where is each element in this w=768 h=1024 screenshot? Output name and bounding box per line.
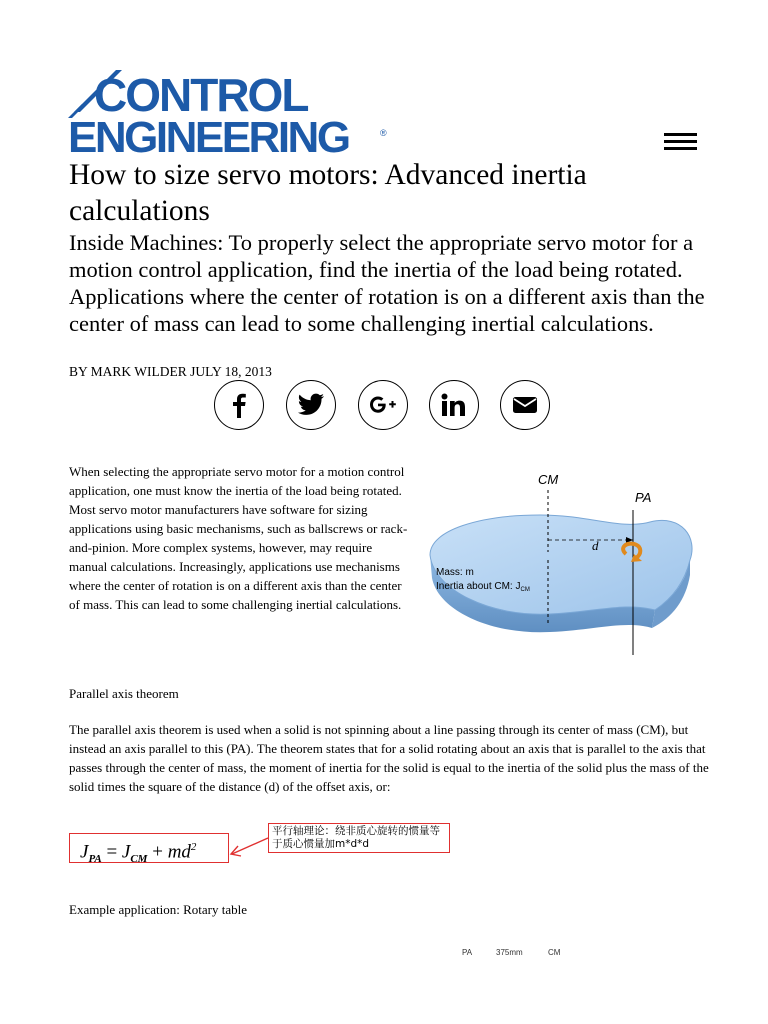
section-heading-parallel-axis: Parallel axis theorem bbox=[69, 686, 179, 701]
cm-label: CM bbox=[538, 472, 559, 487]
article-intro-paragraph: When selecting the appropriate servo motor for a motion control application, one must know the inertia of the load being rotated. Most servo motor manufacturers have software for sizing applications using basic mechanisms, such as ballscrews or rack-and-pinion. More complex systems, however, may require manual calculations. Increasingly, applications use mechanisms where the center of rotation is on a different axis than the center of mass. This can lead to some challenging inertial calculations. bbox=[69, 464, 408, 612]
share-email-button[interactable] bbox=[500, 380, 550, 430]
d-label: d bbox=[592, 538, 599, 553]
example-distance-label: 375mm bbox=[496, 948, 523, 957]
linkedin-icon bbox=[441, 393, 467, 417]
example-cm-label: CM bbox=[548, 948, 561, 957]
share-facebook-button[interactable] bbox=[214, 380, 264, 430]
twitter-icon bbox=[297, 393, 325, 417]
facebook-icon bbox=[228, 392, 250, 418]
disk-top bbox=[430, 515, 692, 614]
share-google-plus-button[interactable] bbox=[358, 380, 408, 430]
google-plus-icon bbox=[369, 395, 397, 415]
email-icon bbox=[512, 395, 538, 415]
logo-word-engineering: ENGINEERING bbox=[68, 113, 349, 162]
inertia-label: Inertia about CM: $J_{CM}$ bbox=[436, 581, 530, 593]
share-linkedin-button[interactable] bbox=[429, 380, 479, 430]
article-title: How to size servo motors: Advanced inertia calculations bbox=[69, 159, 587, 227]
menu-icon[interactable] bbox=[664, 133, 697, 153]
example-pa-label: PA bbox=[462, 948, 473, 957]
article-subtitle: Inside Machines: To properly select the appropriate servo motor for a motion control application, find the inertia of the load being rotated. Applications where the center of rotation is on a different axis than the center of mass can lead to some challenging inertial calculations. bbox=[69, 230, 705, 336]
share-twitter-button[interactable] bbox=[286, 380, 336, 430]
annotation-note: 平行轴理论：绕非质心旋转的惯量等于质心惯量加m*d*d bbox=[268, 823, 450, 853]
control-engineering-logo[interactable] bbox=[68, 64, 398, 162]
logo-word-control: CONTROL bbox=[94, 69, 308, 121]
parallel-axis-formula: $J_{PA} = J_{CM} + md^2$ bbox=[69, 833, 229, 863]
logo-registered-mark: ® bbox=[380, 128, 387, 138]
mass-label: Mass: m bbox=[436, 567, 474, 578]
parallel-axis-paragraph: The parallel axis theorem is used when a solid is not spinning about a line passing through its center of mass (CM), but instead an axis parallel to this (PA). The theorem states that for a solid rotating about an axis that is parallel to the axis that passes through the center of mass, the moment of inertia for the solid is equal to the inertia of the solid plus the mass of the solid times the square of the distance (d) of the offset axis, or: bbox=[69, 722, 709, 794]
pa-label: PA bbox=[635, 490, 652, 505]
section-heading-example: Example application: Rotary table bbox=[69, 902, 247, 917]
article-byline: BY MARK WILDER JULY 18, 2013 bbox=[69, 364, 272, 379]
annotation-arrow-icon bbox=[228, 836, 270, 860]
parallel-axis-figure bbox=[420, 460, 710, 665]
